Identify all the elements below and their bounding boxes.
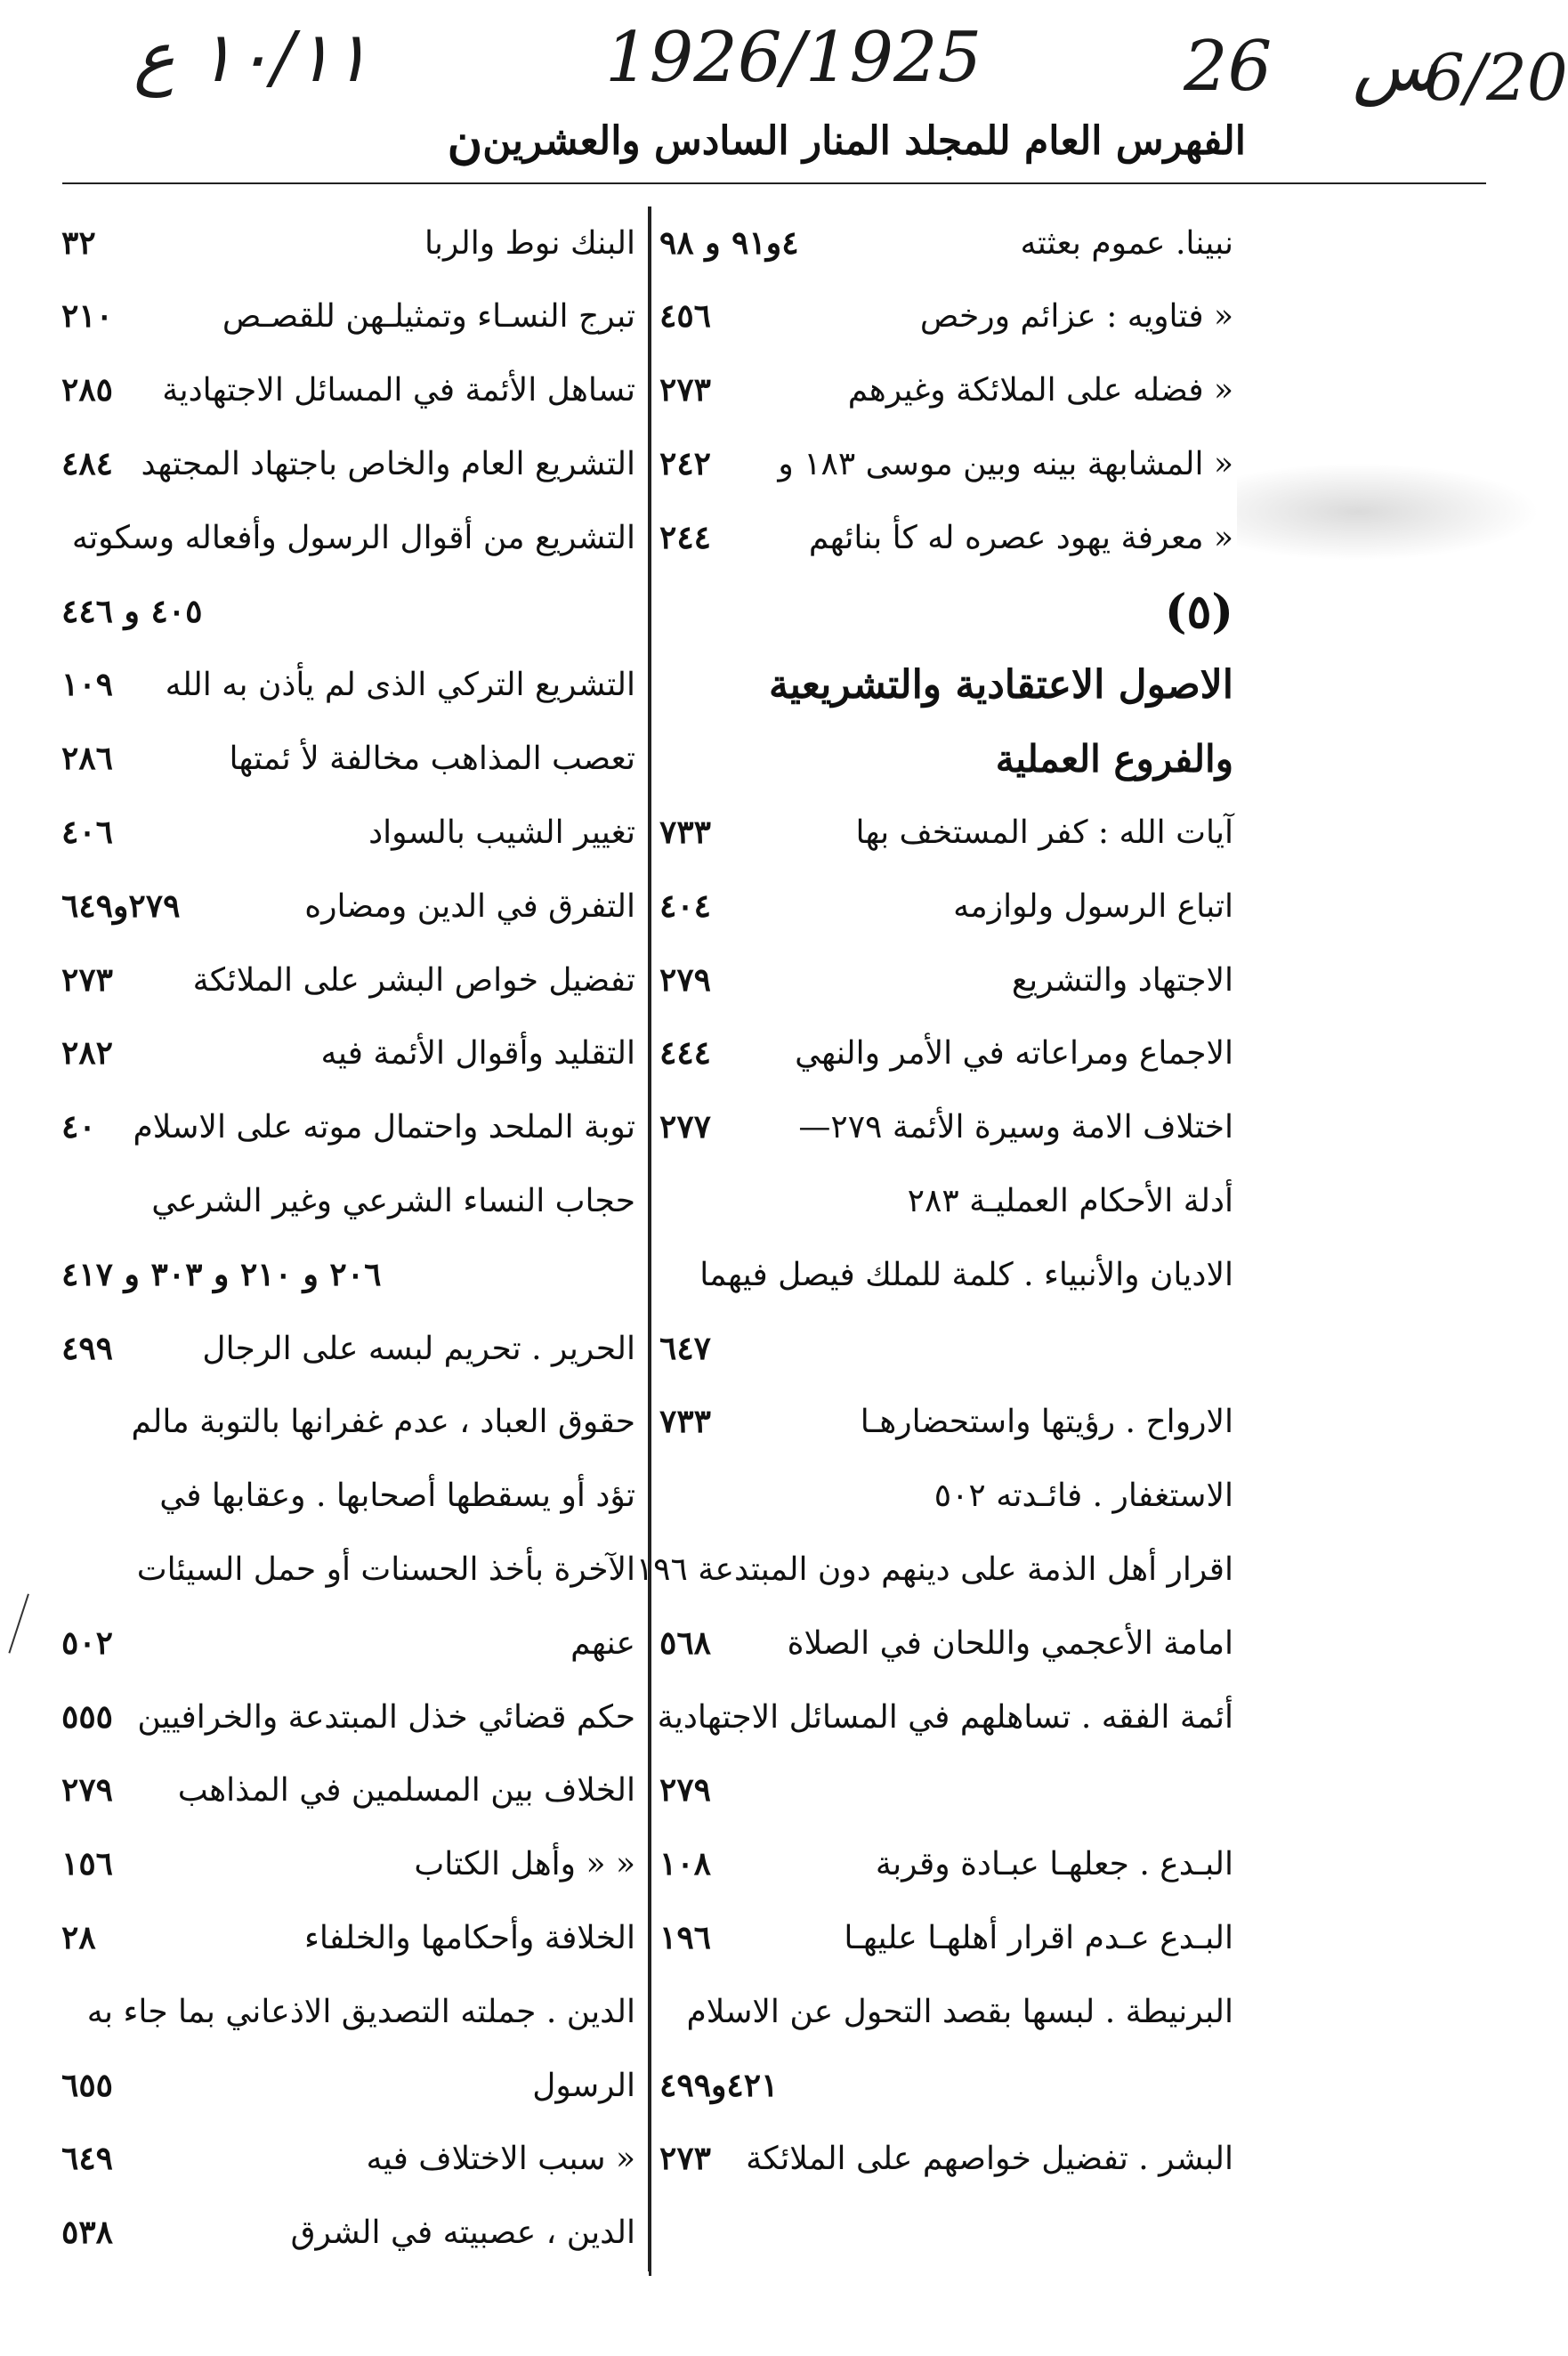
entry-pages: ٢٧٩: [61, 1771, 114, 1810]
index-entry: [651, 1238, 1246, 1312]
entry-text: اتباع الرسول ولوازمه: [953, 887, 1233, 925]
entry-text: « فضله على الملائكة وغيرهم: [847, 372, 1233, 409]
entry-pages: ٢٤٢: [659, 444, 712, 482]
entry-pages: ٥٣٨: [61, 2214, 114, 2252]
entry-pages: ٢٧٧: [659, 1108, 712, 1146]
index-entry: [53, 1164, 648, 1238]
entry-pages: ٢٨٥: [61, 371, 114, 409]
entry-pages: ٢٧٣: [659, 2140, 712, 2178]
index-entry: [651, 1828, 1246, 1902]
entry-text: الحرير . تحريم لبسه على الرجال: [202, 1330, 635, 1367]
handwritten-note-part: س: [1353, 27, 1438, 107]
entry-pages: ١٩٦: [659, 1918, 712, 1956]
entry-text: اختلاف الامة وسيرة الأئمة ٢٧٩—: [798, 1109, 1233, 1146]
index-entry: [635, 1533, 1246, 1607]
index-entry: [651, 1680, 1246, 1754]
index-entry: [651, 280, 1246, 354]
index-entry: [53, 1460, 648, 1534]
index-entry: [53, 1828, 648, 1902]
entry-pages: ٢٤٤: [659, 518, 712, 556]
handwritten-note-part: 6/20: [1424, 40, 1568, 115]
entry-text: « « وأهل الكتاب: [414, 1846, 635, 1883]
entry-text: حكم قضائي خذل المبتدعة والخرافيين: [137, 1698, 635, 1736]
entry-text: الرسول: [532, 2067, 635, 2104]
index-entry: [53, 1901, 648, 1975]
index-entry: [53, 2197, 648, 2271]
entry-text: البرنيطة . لبسها بقصد التحول عن الاسلام: [686, 1993, 1233, 2030]
entry-text: تبرج النسـاء وتمثيلـهن للقصـص: [222, 298, 635, 336]
index-entry: [53, 1312, 648, 1386]
handwritten-note-part: 1926/1925: [605, 18, 982, 98]
entry-text: تساهل الأئمة في المسائل الاجتهادية: [162, 372, 635, 409]
entry-text: « المشابهة بينه وبين موسى ١٨٣ و: [778, 445, 1233, 482]
entry-text: البـدع عـدم اقرار أهلهـا عليهـا: [844, 1919, 1233, 1956]
entry-pages: ٦٤٩: [61, 2140, 114, 2178]
handwritten-note-part: ١٠/١١ ع: [133, 18, 370, 98]
entry-text: اقرار أهل الذمة على دينهم دون المبتدعة ١٩٦: [635, 1550, 1233, 1588]
index-entry: [53, 943, 648, 1017]
entry-pages: ٤٠: [61, 1108, 96, 1146]
entry-pages: ٢٨: [61, 1918, 96, 1956]
entry-text: تؤد أو يسقطها أصحابها . وعقابها في: [159, 1478, 635, 1515]
index-entry: [651, 1386, 1246, 1460]
index-entry: [651, 501, 1246, 575]
entry-pages: ٤و٩١ و ٩٨: [659, 223, 799, 262]
entry-pages: ٢٧٩و٦٤٩: [61, 887, 181, 925]
entry-text: البـدع . جعلهـا عبـادة وقربة: [875, 1846, 1233, 1883]
entry-text: « معرفة يهود عصره له كأ بنائهم: [808, 519, 1233, 556]
entry-text: الخلاف بين المسلمين في المذاهب: [177, 1772, 635, 1810]
entry-pages: ٤٠٦: [61, 813, 114, 851]
paper-stain: [1237, 463, 1540, 561]
index-entry: [651, 1607, 1246, 1680]
index-entry: [53, 2123, 648, 2197]
index-entry: [651, 2049, 1246, 2123]
index-entry: [53, 1533, 648, 1607]
entry-pages: ٤٢١و٤٩٩: [659, 2066, 779, 2104]
entry-pages: ٢٧٣: [61, 960, 114, 999]
entry-text: أئمة الفقه . تساهلهم في المسائل الاجتهادية: [657, 1698, 1233, 1736]
entry-pages: ١٠٩: [61, 666, 114, 704]
signature-letter: ن: [447, 112, 483, 169]
entry-text: امامة الأعجمي واللحان في الصلاة: [787, 1624, 1233, 1662]
entry-text: تفضيل خواص البشر على الملائكة: [192, 961, 635, 999]
entry-text: البشر . تفضيل خواصهم على الملائكة: [746, 2141, 1233, 2178]
index-entry: [53, 1091, 648, 1165]
margin-pen-mark: [8, 1593, 34, 1655]
index-entry: [651, 796, 1246, 870]
entry-text: والفروع العملية: [995, 736, 1233, 781]
entry-text: حجاب النساء الشرعي وغير الشرعي: [151, 1182, 635, 1219]
entry-pages: ٤٠٥ و ٤٤٦: [61, 592, 203, 630]
section-heading: [651, 649, 1246, 723]
entry-pages: ٢٨٦: [61, 740, 114, 778]
entry-pages: ١٠٨: [659, 1845, 712, 1883]
entry-text: التشريع التركي الذى لم يأذن به الله: [165, 667, 635, 704]
index-entry: [53, 1017, 648, 1091]
entry-text: الآخرة بأخذ الحسنات أو حمل السيئات: [136, 1550, 635, 1588]
index-entry: [53, 649, 648, 723]
index-entry: [53, 1238, 648, 1312]
page-title: الفهرس العام للمجلد المنار السادس والعشرين: [482, 117, 1246, 164]
index-entry: [53, 575, 648, 649]
entry-pages: ٢٧٣: [659, 371, 712, 409]
entry-text: عنهم: [570, 1624, 635, 1662]
index-entry: [651, 206, 1246, 280]
index-entry: [651, 1460, 1246, 1534]
index-entry: [651, 1312, 1246, 1386]
entry-text: التفرق في الدين ومضاره: [304, 887, 635, 925]
entry-pages: ٥٠٢: [61, 1623, 114, 1662]
entry-text: الاصول الاعتقادية والتشريعية: [769, 661, 1233, 708]
entry-text: تعصب المذاهب مخالفة لأ ئمتها: [229, 741, 635, 778]
index-entry: [651, 1091, 1246, 1165]
index-entry: [53, 501, 648, 575]
index-entry: [651, 1975, 1246, 2049]
entry-text: الدين ، عصبيته في الشرق: [290, 2214, 635, 2252]
index-entry: [651, 1754, 1246, 1828]
index-entry: [651, 2123, 1246, 2197]
entry-text: الاستغفار . فائـدته ٥٠٢: [934, 1478, 1233, 1515]
handwritten-note-part: 26: [1184, 27, 1273, 107]
index-entry: [651, 427, 1246, 501]
index-entry: [53, 280, 648, 354]
entry-text: « فتاويه : عزائم ورخص: [919, 298, 1233, 336]
entry-pages: ٤٩٩: [61, 1329, 114, 1367]
index-entry: [651, 1017, 1246, 1091]
entry-pages: ٣٢: [61, 223, 96, 262]
entry-pages: ١٥٦: [61, 1845, 114, 1883]
entry-text: الاديان والأنبياء . كلمة للملك فيصل فيهما: [699, 1256, 1233, 1293]
entry-pages: ٧٣٣: [659, 813, 712, 851]
entry-pages: ٢٠٦ و ٢١٠ و ٣٠٣ و ٤١٧: [61, 1255, 382, 1293]
index-entry: [53, 1607, 648, 1680]
index-entry: [53, 427, 648, 501]
index-entry: [53, 1680, 648, 1754]
index-entry: [53, 723, 648, 797]
index-entry: [53, 1386, 648, 1460]
entry-text: (٥): [1164, 584, 1233, 639]
header-rule: [62, 182, 1486, 184]
entry-pages: ٢٨٢: [61, 1034, 114, 1073]
index-entry: [53, 354, 648, 428]
entry-pages: ٥٦٨: [659, 1623, 712, 1662]
entry-pages: ٤٨٤: [61, 444, 114, 482]
index-entry: [651, 354, 1246, 428]
index-entry: [651, 943, 1246, 1017]
entry-pages: ٤٥٦: [659, 297, 712, 336]
entry-pages: ٢١٠: [61, 297, 114, 336]
index-entry: [53, 1975, 648, 2049]
index-entry: [651, 1901, 1246, 1975]
entry-text: البنك نوط والربا: [424, 224, 635, 262]
index-entry: [651, 870, 1246, 943]
entry-text: الارواح . رؤيتها واستحضارهـا: [860, 1404, 1233, 1441]
left-index-column: [53, 206, 648, 2271]
entry-text: توبة الملحد واحتمال موته على الاسلام: [133, 1109, 635, 1146]
entry-pages: ٥٥٥: [61, 1697, 114, 1736]
index-entry: [53, 206, 648, 280]
entry-pages: ٢٧٩: [659, 1771, 712, 1810]
column-divider: [649, 206, 651, 2276]
entry-text: التقليد وأقوال الأئمة فيه: [320, 1035, 635, 1073]
page-header: [267, 105, 1246, 176]
entry-text: « سبب الاختلاف فيه: [366, 2141, 635, 2178]
index-entry: [53, 1754, 648, 1828]
entry-text: الاجتهاد والتشريع: [1011, 961, 1233, 999]
entry-text: نبينا. عموم بعثته: [1020, 224, 1233, 262]
entry-text: أدلة الأحكام العمليـة ٢٨٣: [907, 1182, 1233, 1219]
index-entry: [53, 870, 648, 943]
entry-pages: ٦٤٧: [659, 1329, 712, 1367]
entry-text: آيات الله : كفر المستخف بها: [855, 814, 1233, 851]
index-entry: [53, 796, 648, 870]
entry-text: الخلافة وأحكامها والخلفاء: [303, 1919, 635, 1956]
entry-text: تغيير الشيب بالسواد: [368, 814, 635, 851]
entry-pages: ٧٣٣: [659, 1403, 712, 1441]
entry-text: الدين . جملته التصديق الاذعاني بما جاء به: [86, 1993, 635, 2030]
entry-pages: ٦٥٥: [61, 2066, 114, 2104]
entry-text: التشريع من أقوال الرسول وأفعاله وسكوته: [71, 519, 635, 556]
section-heading: [651, 575, 1246, 649]
entry-text: حقوق العباد ، عدم غفرانها بالتوبة مالم: [131, 1404, 635, 1441]
right-index-column: [635, 206, 1246, 2271]
entry-pages: ٤٠٤: [659, 887, 712, 925]
index-entry: [651, 1164, 1246, 1238]
index-entry: [53, 2049, 648, 2123]
entry-pages: ٤٤٤: [659, 1034, 712, 1073]
entry-text: التشريع العام والخاص باجتهاد المجتهد: [141, 445, 635, 482]
entry-text: الاجماع ومراعاته في الأمر والنهي: [795, 1035, 1233, 1073]
entry-pages: ٢٧٩: [659, 960, 712, 999]
section-heading: [651, 723, 1246, 797]
